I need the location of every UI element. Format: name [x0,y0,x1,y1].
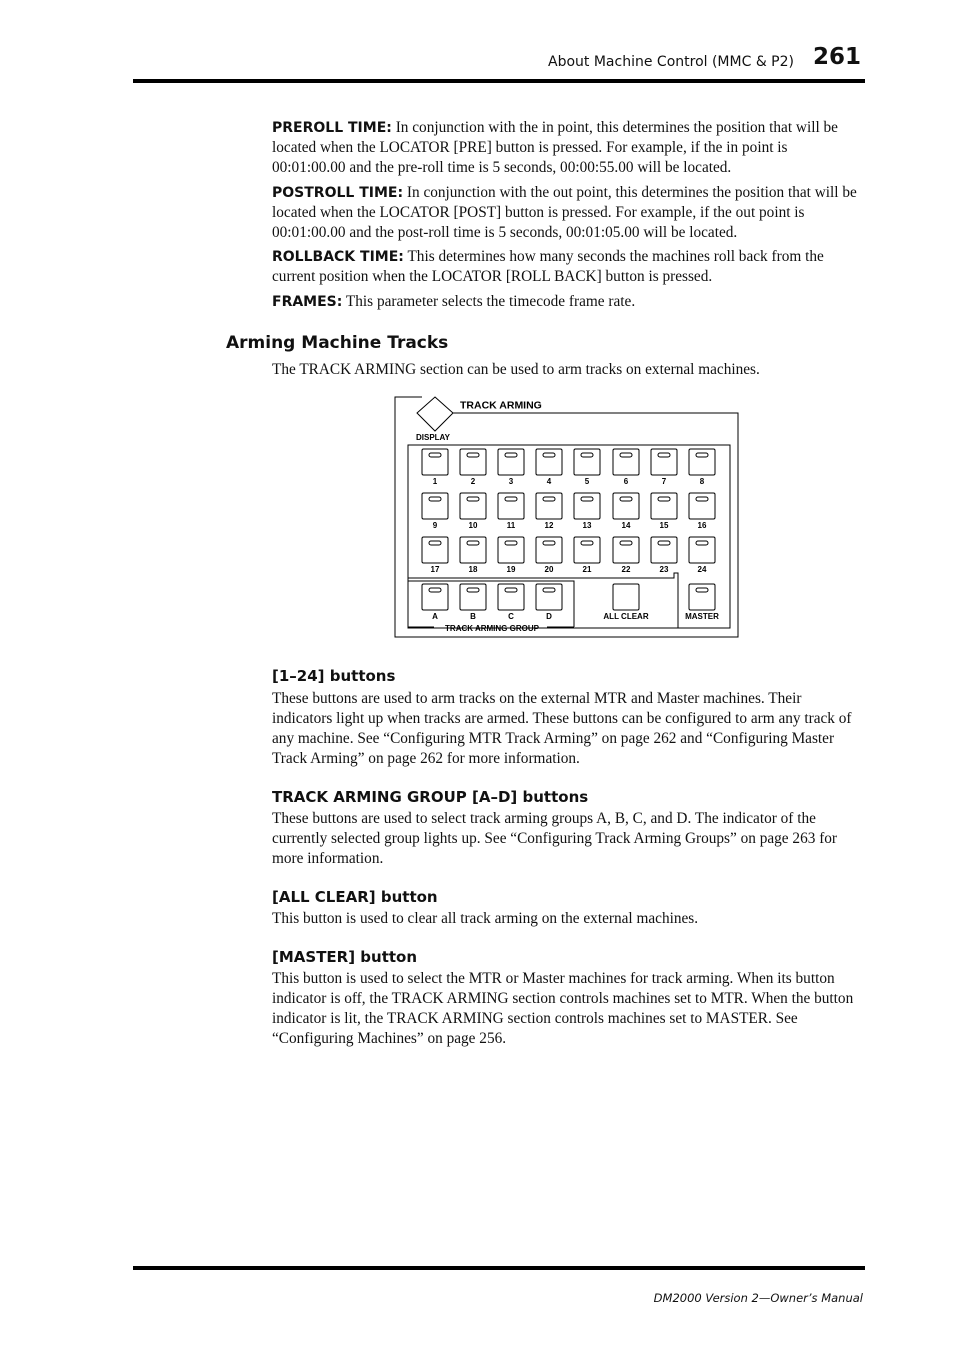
subsection-heading: TRACK ARMING GROUP [A–D] buttons [272,788,589,806]
track-button-5-label: 5 [584,477,590,486]
track-button-17-label: 17 [430,565,440,574]
param-term: FRAMES: [272,294,343,310]
track-button-9-label: 9 [432,521,438,530]
button-indicator [696,497,708,501]
button-indicator [467,541,479,545]
subsection-heading: [MASTER] button [272,948,418,966]
panel-title: TRACK ARMING [460,399,542,412]
param-term: PREROLL TIME: [272,120,392,136]
track-button-11-label: 11 [506,521,516,530]
param-frames [272,292,862,312]
param-term: ROLLBACK TIME: [272,249,404,265]
group-frame-label: TRACK ARMING GROUP [445,624,539,633]
footer-rule [133,1266,865,1270]
button-indicator [658,453,670,457]
button-indicator [620,497,632,501]
param-preroll [272,118,862,178]
param-term: POSTROLL TIME: [272,185,404,201]
track-button-21-label: 21 [582,565,592,574]
button-indicator [505,453,517,457]
button-indicator [429,588,441,592]
display-key[interactable] [417,397,453,431]
button-indicator [467,453,479,457]
track-button-1-label: 1 [432,477,438,486]
track-button-10-label: 10 [468,521,478,530]
section-heading: Arming Machine Tracks [226,333,449,353]
group-button-d-label: D [546,612,552,621]
button-indicator [581,541,593,545]
track-button-15-label: 15 [659,521,669,530]
subsection-heading: [ALL CLEAR] button [272,888,438,906]
all-clear-label: ALL CLEAR [603,612,649,621]
group-button-b-label: B [470,612,476,621]
subsection-heading: [1–24] buttons [272,667,396,685]
track-button-8-label: 8 [699,477,705,486]
display-label: DISPLAY [416,433,450,442]
button-indicator [620,453,632,457]
param-text: In conjunction with the out point, this determines the position that will be located when the LOCATOR [POST] button is pressed. For example, if the out point is 00:01:00.00 and the post-roll time is 5 seconds, 00:01:05.00 will be located. [272,184,857,241]
header-rule [133,79,865,83]
button-indicator [467,588,479,592]
page-header-title: About Machine Control (MMC & P2) [548,54,794,70]
group-button-a-label: A [432,612,438,621]
button-indicator [543,588,555,592]
button-indicator [581,453,593,457]
track-button-7-label: 7 [661,477,667,486]
button-indicator [505,497,517,501]
button-indicator [581,497,593,501]
subsection-text: This button is used to clear all track arming on the external machines. [272,910,699,927]
track-button-22-label: 22 [621,565,631,574]
button-indicator [620,541,632,545]
track-button-19-label: 19 [506,565,516,574]
button-indicator [429,497,441,501]
track-button-4-label: 4 [546,477,552,486]
track-button-24-label: 24 [697,565,707,574]
button-indicator [429,453,441,457]
button-indicator [696,588,708,592]
track-button-3-label: 3 [508,477,514,486]
track-arming-diagram [394,395,742,640]
track-button-16-label: 16 [697,521,707,530]
button-indicator [505,588,517,592]
param-text: In conjunction with the in point, this determines the position that will be located when the LOCATOR [PRE] button is pressed. For example, if the in point is 00:01:00.00 and the pre-roll time is 5 seconds, 00:00:55.00 will be located. [272,119,838,176]
track-button-2-label: 2 [470,477,476,486]
button-indicator [696,541,708,545]
button-indicator [467,497,479,501]
param-rollback [272,247,862,287]
subsection-text: These buttons are used to select track arming groups A, B, C, and D. The indicator of the currently selected group lights up. See “Configuring Track Arming Groups” on page 263 for more information. [272,810,838,867]
param-text: This determines how many seconds the machines roll back from the current position when the LOCATOR [ROLL BACK] button is pressed. [272,248,824,285]
track-button-18-label: 18 [468,565,478,574]
section-intro: The TRACK ARMING section can be used to arm tracks on external machines. [272,361,760,378]
inner-frame [408,445,730,628]
param-text: This parameter selects the timecode frame rate. [345,293,636,310]
track-button-12-label: 12 [544,521,554,530]
all-clear-button[interactable] [613,584,639,610]
track-button-20-label: 20 [544,565,554,574]
footer-text: DM2000 Version 2—Owner’s Manual [653,1291,863,1305]
track-button-13-label: 13 [582,521,592,530]
param-postroll [272,183,862,243]
page-number: 261 [812,44,861,70]
button-indicator [543,541,555,545]
master-button-label: MASTER [685,612,719,621]
group-button-c-label: C [508,612,514,621]
subsection-text: This button is used to select the MTR or Master machines for track arming. When its button indicator is off, the TRACK ARMING section controls machines set to MTR. When the button indicator is lit, the TRACK ARMING section controls machines set to MASTER. See “Configuring Machines” on page 256. [272,970,854,1047]
button-indicator [429,541,441,545]
button-indicator [543,497,555,501]
track-button-14-label: 14 [621,521,631,530]
subsection-text: These buttons are used to arm tracks on the external MTR and Master machines. Their indicators light up when tracks are armed. These buttons can be configured to arm any track of any machine. See “Configuring MTR Track Arming” on page 262 and “Configuring Master Track Arming” on page 262 for more information. [272,690,852,767]
button-indicator [543,453,555,457]
track-button-23-label: 23 [659,565,669,574]
button-indicator [658,497,670,501]
button-indicator [696,453,708,457]
button-indicator [658,541,670,545]
button-indicator [505,541,517,545]
track-button-6-label: 6 [623,477,629,486]
